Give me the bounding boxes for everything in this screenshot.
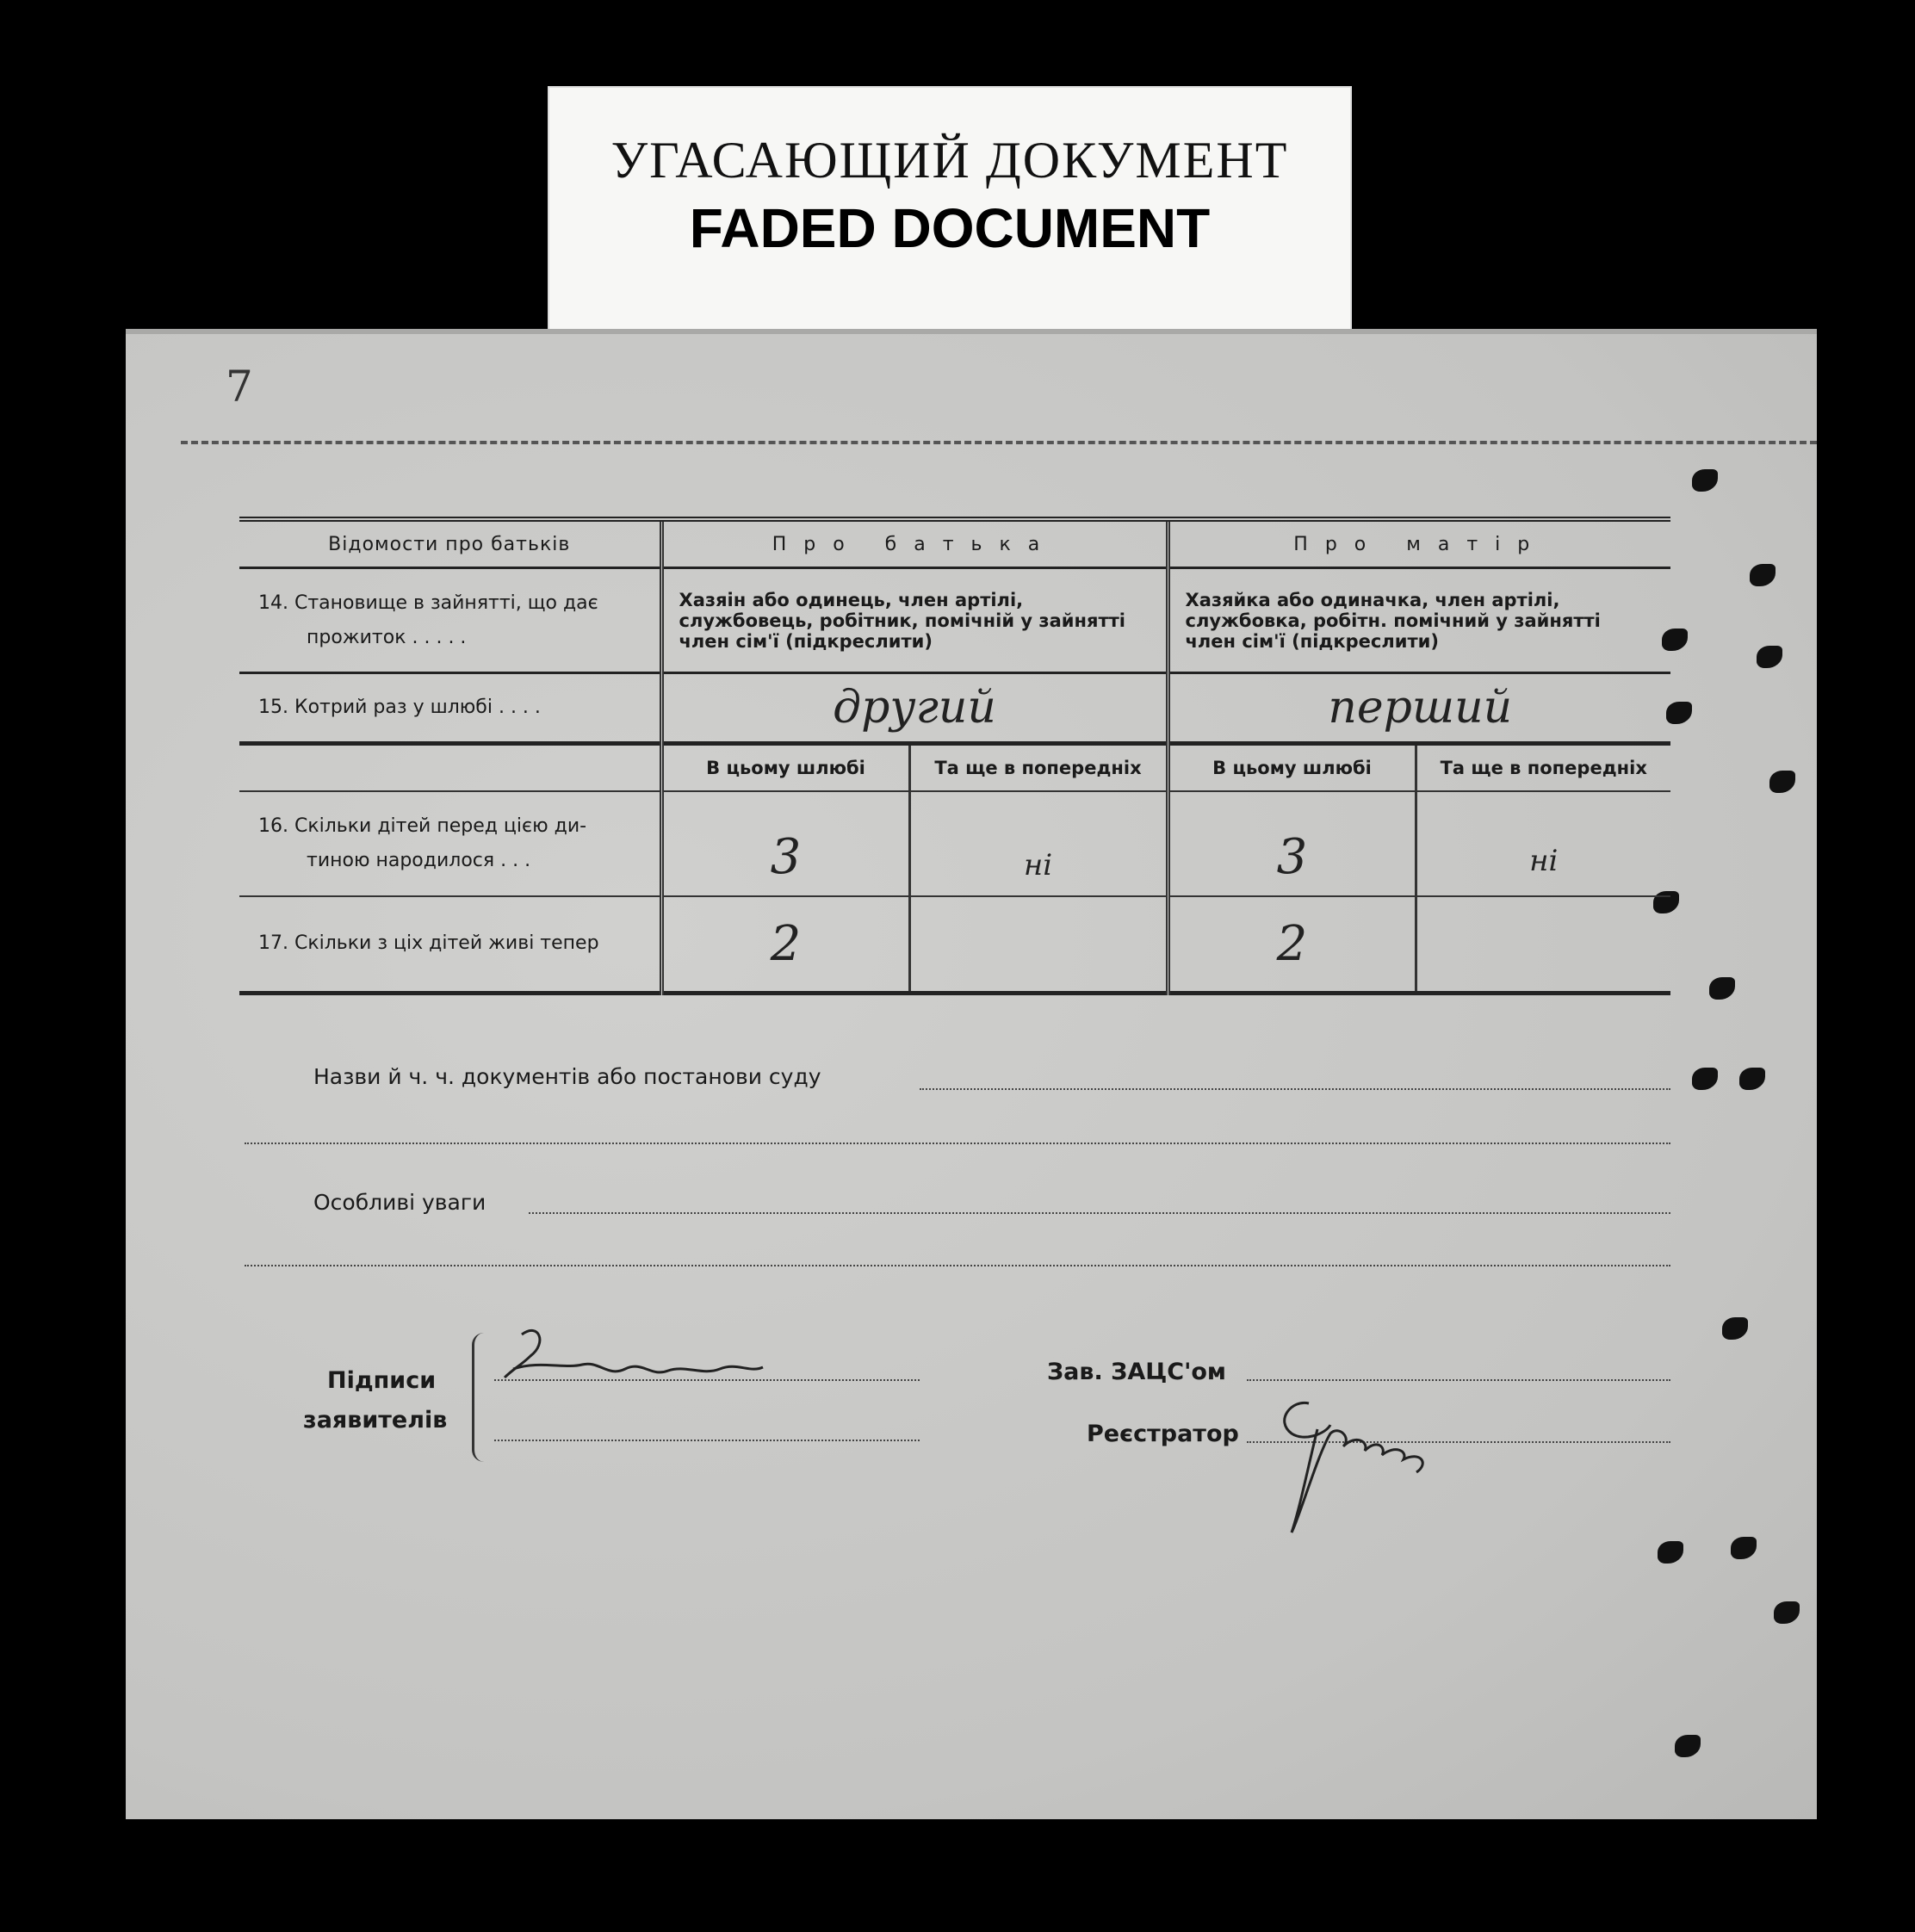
row17-father-prev [909, 896, 1168, 993]
applicant-handwritten-signature [487, 1317, 780, 1395]
subheader-mother-this: В цьому шлюбі [1168, 744, 1416, 792]
row17-mother-prev [1416, 896, 1670, 993]
applicants-signature-label-2: заявителів [303, 1407, 448, 1434]
header-father: Про батька [661, 519, 1168, 568]
row16-label [239, 791, 661, 896]
stamp-line-en: FADED DOCUMENT [689, 197, 1211, 259]
notes-line-1 [529, 1212, 1670, 1214]
row16-label-line1: 16. Скільки дітей перед цією ди- [258, 815, 587, 837]
row14-label [239, 568, 661, 673]
row16-label-line2: тиною народилося . . . [307, 850, 531, 871]
subheader-mother-prev: Та ще в попередніх [1416, 744, 1670, 792]
applicant-signature-line-2 [494, 1440, 920, 1441]
zags-head-line [1247, 1379, 1670, 1381]
page-mark: 7 [226, 362, 253, 412]
documents-line-1 [920, 1088, 1670, 1090]
row16-mother-prev: ні [1416, 791, 1670, 896]
row14-label-line1: 14. Становище в зайнятті, що дає [258, 591, 598, 614]
documents-line-2 [245, 1142, 1670, 1144]
row17-label: 17. Скільки з ціх дітей живі тепер [258, 932, 599, 955]
signature-bracket [472, 1333, 488, 1462]
registrar-label: Реєстратор [1087, 1421, 1239, 1447]
notes-label: Особливі уваги [313, 1190, 486, 1215]
documents-label: Назви й ч. ч. документів або постанови суду [313, 1064, 821, 1089]
row15-father-value: другий [661, 673, 1168, 744]
zags-head-label: Зав. ЗАЦС'ом [1047, 1359, 1226, 1385]
subheader-father-prev: Та ще в попередніх [909, 744, 1168, 792]
row15-mother-value: перший [1168, 673, 1670, 744]
row16-father-prev: ні [909, 791, 1168, 896]
row17-mother-this: 2 [1168, 896, 1416, 993]
row14-father-occupation: Хазяін або одинець, член артілі, службовець, робітник, помічній у зайнятті член сім'ї (підкреслити) [661, 568, 1168, 673]
row16-father-this: 3 [661, 791, 909, 896]
stamp-line-ru: УГАСАЮЩИЙ ДОКУМЕНТ [610, 132, 1289, 189]
row16-mother-this: 3 [1168, 791, 1416, 896]
faded-document-stamp [548, 86, 1352, 337]
subheader-blank [239, 744, 661, 792]
applicants-signature-label-1: Підписи [327, 1367, 437, 1394]
parents-info-table [239, 517, 1670, 995]
row14-label-line2: прожиток . . . . . [307, 626, 467, 648]
row14-mother-occupation: Хазяйка або одиначка, член артілі, службовка, робітн. помічний у зайнятті член сім'ї (підкреслити) [1168, 568, 1670, 673]
row17-father-this: 2 [661, 896, 909, 993]
notes-line-2 [245, 1265, 1670, 1266]
header-parents-info: Відомости про батьків [328, 533, 571, 555]
perforation-line [181, 441, 1817, 444]
subheader-father-this: В цьому шлюбі [661, 744, 909, 792]
header-mother: Про матір [1168, 519, 1670, 568]
registrar-handwritten-signature [1257, 1386, 1481, 1541]
row15-label: 15. Котрий раз у шлюбі . . . . [258, 697, 541, 718]
